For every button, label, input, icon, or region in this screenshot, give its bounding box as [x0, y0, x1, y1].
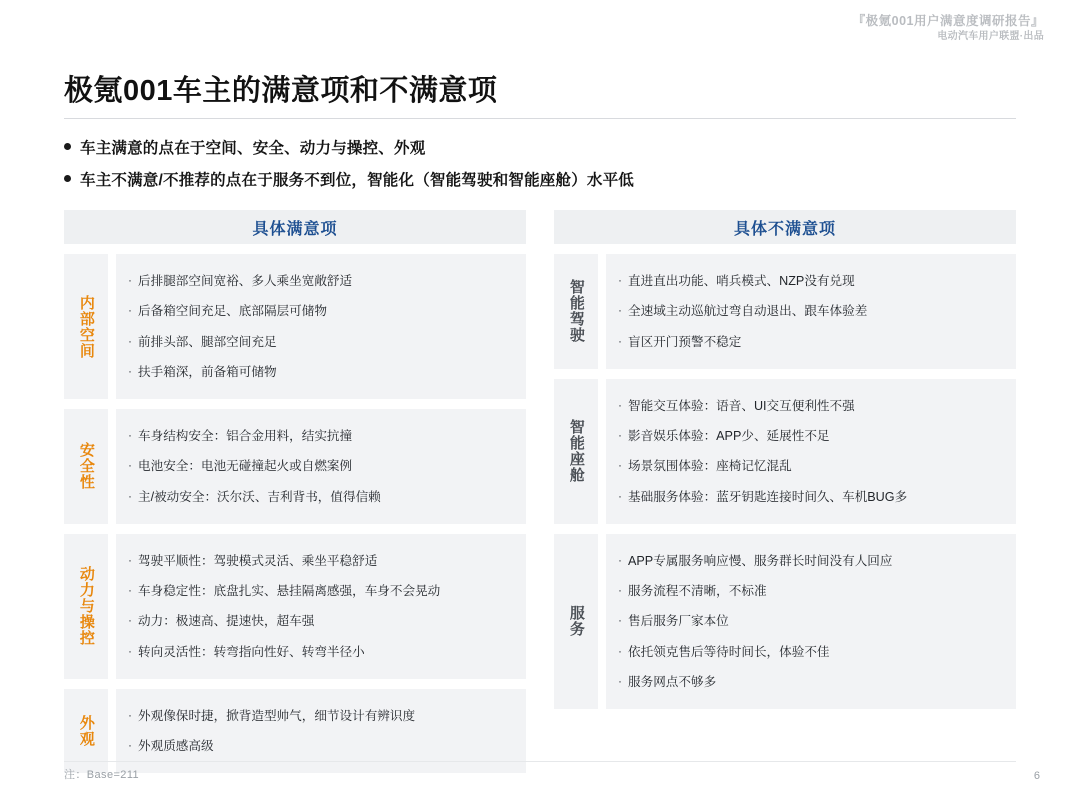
item-bullet-icon: · [618, 552, 622, 567]
list-item: · 动力：极速高、提速快，超车强 [128, 613, 315, 629]
list-item: · 驾驶平顺性：驾驶模式灵活、乘坐平稳舒适 [128, 552, 378, 568]
group-label [554, 254, 598, 369]
list-item: · 直进直出功能、哨兵模式、NZP没有兑现 [618, 273, 855, 288]
title-divider [64, 118, 1016, 119]
list-item: · 车身稳定性：底盘扎实、悬挂隔离感强，车身不会晃动 [128, 583, 441, 598]
bullet-dot-icon [64, 175, 71, 182]
group-label-text: 外观 [77, 715, 95, 747]
page-title: 极氪001车主的满意项和不满意项 [64, 75, 498, 107]
item-bullet-icon: · [128, 458, 132, 473]
item-bullet-icon: · [128, 643, 132, 658]
list-item: · 服务流程不清晰，不标准 [618, 583, 767, 598]
group-label-text: 安全性 [77, 442, 95, 491]
page-number: 6 [1033, 770, 1040, 782]
group-interior-space [64, 254, 526, 399]
list-item: · 服务网点不够多 [618, 673, 717, 689]
group-label [64, 409, 108, 524]
list-item: · 盲区开门预警不稳定 [618, 333, 742, 349]
bullet-item [64, 136, 1024, 158]
group-label-text: 动力与操控 [77, 566, 95, 647]
item-bullet-icon: · [618, 488, 622, 503]
list-item: · APP专属服务响应慢、服务群长时间没有人回应 [618, 552, 893, 568]
group-smart-driving [554, 254, 1016, 369]
list-item: · 前排头部、腿部空间充足 [128, 333, 277, 349]
item-bullet-icon: · [128, 583, 132, 597]
group-power-handling [64, 534, 526, 679]
group-safety [64, 409, 526, 524]
list-item: · 车身结构安全：铝合金用料，结实抗撞 [128, 428, 353, 443]
list-item: · 后排腿部空间宽裕、多人乘坐宽敞舒适 [128, 273, 353, 288]
item-bullet-icon: · [618, 397, 622, 412]
list-item: · 依托领克售后等待时间长，体验不佳 [618, 643, 830, 659]
footer-divider [64, 761, 1016, 762]
group-service [554, 534, 1016, 709]
group-label-text: 服务 [567, 605, 585, 638]
list-item: · 售后服务厂家本位 [618, 613, 729, 629]
item-bullet-icon: · [128, 273, 132, 287]
group-label [554, 534, 598, 709]
item-bullet-icon: · [618, 613, 622, 628]
list-item: · 电池安全：电池无碰撞起火或自燃案例 [128, 458, 353, 474]
column-satisfied [64, 210, 526, 773]
item-bullet-icon: · [128, 738, 132, 752]
column-heading-satisfied: 具体满意项 [64, 210, 526, 244]
bullet-text: 车主不满意/不推荐的点在于服务不到位，智能化（智能驾驶和智能座舱）水平低 [80, 172, 635, 189]
list-item: · 后备箱空间充足、底部隔层可储物 [128, 303, 327, 319]
item-bullet-icon: · [618, 643, 622, 658]
item-bullet-icon: · [128, 428, 132, 442]
list-item: · 智能交互体验：语音、UI交互便利性不强 [618, 397, 855, 413]
list-item: · 主/被动安全：沃尔沃、吉利背书，值得信赖 [128, 488, 381, 504]
group-items [116, 534, 526, 679]
item-bullet-icon: · [618, 273, 622, 287]
comparison-columns [64, 210, 1016, 773]
item-bullet-icon: · [128, 303, 132, 318]
list-item: · 全速域主动巡航过弯自动退出、跟车体验差 [618, 303, 868, 319]
group-smart-cockpit [554, 379, 1016, 524]
item-bullet-icon: · [128, 707, 132, 722]
list-item: · 外观像保时捷，掀背造型帅气，细节设计有辨识度 [128, 707, 416, 723]
list-item: · 转向灵活性：转弯指向性好、转弯半径小 [128, 643, 365, 659]
group-label-text: 内部空间 [77, 294, 95, 359]
group-label-text: 智能座舱 [567, 419, 585, 484]
list-item: · 场景氛围体验：座椅记忆混乱 [618, 458, 792, 474]
group-label [64, 254, 108, 399]
list-item: · 基础服务体验：蓝牙钥匙连接时间久、车机BUG多 [618, 488, 908, 504]
report-header [853, 12, 1044, 45]
item-bullet-icon: · [618, 333, 622, 348]
item-bullet-icon: · [128, 333, 132, 348]
list-item: · 影音娱乐体验：APP少、延展性不足 [618, 428, 830, 443]
group-items [116, 254, 526, 399]
group-items [606, 534, 1016, 709]
summary-bullets [64, 136, 1024, 200]
column-dissatisfied [554, 210, 1016, 773]
group-label [554, 379, 598, 524]
report-header-subtitle: 电动汽车用户联盟·出品 [937, 31, 1044, 43]
item-bullet-icon: · [618, 583, 622, 597]
group-items [606, 254, 1016, 369]
column-heading-dissatisfied: 具体不满意项 [554, 210, 1016, 244]
list-item: · 外观质感高级 [128, 738, 214, 753]
group-label [64, 534, 108, 679]
group-label-text: 智能驾驶 [567, 279, 585, 344]
item-bullet-icon: · [128, 488, 132, 503]
list-item: · 扶手箱深，前备箱可储物 [128, 363, 277, 379]
item-bullet-icon: · [128, 552, 132, 567]
item-bullet-icon: · [128, 363, 132, 378]
item-bullet-icon: · [618, 428, 622, 442]
item-bullet-icon: · [618, 458, 622, 473]
bullet-item [64, 168, 1024, 190]
item-bullet-icon: · [618, 673, 622, 688]
item-bullet-icon: · [128, 613, 132, 628]
group-items [116, 409, 526, 524]
report-header-title: 『极氪001用户满意度调研报告』 [852, 14, 1044, 28]
bullet-text: 车主满意的点在于空间、安全、动力与操控、外观 [80, 140, 426, 157]
footnote: 注：Base=211 [64, 769, 140, 781]
group-items [606, 379, 1016, 524]
item-bullet-icon: · [618, 303, 622, 318]
bullet-dot-icon [64, 143, 71, 150]
